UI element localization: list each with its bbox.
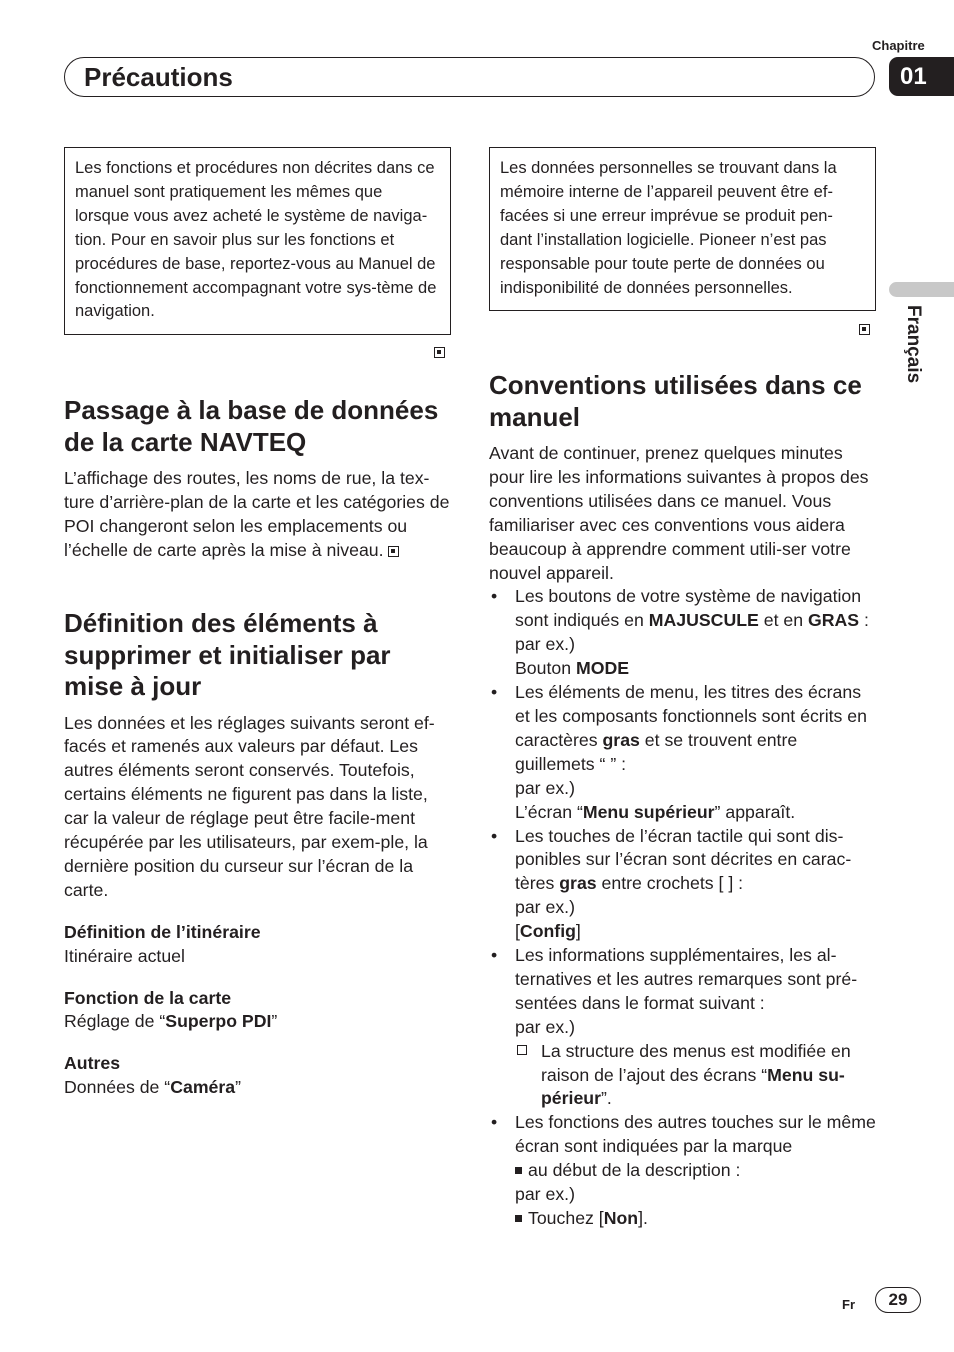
section-body: L’affichage des routes, les noms de rue, la tex-ture d’arrière-plan de la carte et les catégories de POI changeront selon les emplacements ou l’échelle de carte après la mise à niveau.	[64, 468, 450, 560]
section-title: Passage à la base de données de la carte NAVTEQ	[64, 395, 439, 457]
section-title: Définition des éléments à supprimer et initialiser par mise à jour	[64, 608, 391, 701]
item-value: Itinéraire actuel	[64, 945, 185, 966]
item-heading: Autres	[64, 1053, 121, 1074]
chapter-label: Chapitre	[872, 38, 925, 53]
item-heading: Définition de l’itinéraire	[64, 921, 261, 942]
note-box-left	[64, 147, 451, 335]
page-title: Précautions	[84, 62, 233, 92]
end-mark-icon	[859, 321, 870, 339]
section-navteq	[64, 395, 451, 563]
item-value: Données de “Caméra”	[64, 1077, 241, 1098]
list-item: • Les fonctions des autres touches sur le même écran sont indiquées par la marque au début de la description : par ex.) Touchez [Non].	[489, 1111, 879, 1231]
section-reset	[64, 608, 451, 1100]
list-item: • Les informations supplémentaires, les al-ternatives et les autres remarques sont pré-sentées dans le format suivant : par ex.) La structure des menus est modifiée en raison de l’ajout des écrans “Menu su-périeur”.	[489, 944, 879, 1111]
item-heading: Fonction de la carte	[64, 987, 232, 1008]
list-item: • Les touches de l’écran tactile qui sont dis-ponibles sur l’écran sont décrites en carac-tères gras entre crochets [ ] : par ex.) [Config]	[489, 825, 879, 945]
section-body: Avant de continuer, prenez quelques minutes pour lire les informations suivantes à propos des conventions utilisées dans ce manuel. Vous familiariser avec ces conventions vous aidera beaucoup à apprendre comment utili-ser votre nouvel appareil.	[489, 443, 869, 583]
language-tab	[889, 282, 954, 297]
section-conventions	[489, 370, 879, 1231]
note-text: Les fonctions et procédures non décrites dans ce manuel sont pratiquement les mêmes que lorsque vous avez acheté le système de naviga-tion. Pour en savoir plus sur les fonctions et procédures de base, reportez-vous au Manuel de fonctionnement accompagnant votre sys-tème de navigation.	[75, 159, 437, 321]
note-text: Les données personnelles se trouvant dans la mémoire interne de l’appareil peuvent être ef-facées si une erreur imprévue se produit pen-dant l’installation logicielle. Pioneer n’est pas responsable pour toute perte de données ou indisponibilité de données personnelles.	[500, 159, 837, 297]
language-label: Français	[903, 305, 924, 384]
square-mark-icon	[515, 1215, 522, 1222]
language-code: Fr	[842, 1297, 855, 1312]
list-item: • Les boutons de votre système de navigation sont indiqués en MAJUSCULE et en GRAS : par ex.) Bouton MODE	[489, 585, 879, 681]
note-box-right	[489, 147, 876, 311]
list-item: • Les éléments de menu, les titres des écrans et les composants fonctionnels sont écrits en caractères gras et se trouvent entre guillemets “ ” : par ex.) L’écran “Menu supérieur” apparaît.	[489, 681, 879, 824]
section-body: Les données et les réglages suivants seront ef-facés et ramenés aux valeurs par défaut. Les autres éléments seront conservés. Toutefois, certains éléments ne figurent pas dans la liste, car la valeur de réglage peut être facile-ment récupérée par les utilisateurs, par exem-ple, la dernière position du curseur sur l’écran de la carte.	[64, 712, 435, 900]
item-value: Réglage de “Superpo PDI”	[64, 1011, 278, 1032]
checkbox-icon	[517, 1045, 527, 1055]
square-mark-icon	[515, 1167, 522, 1174]
end-mark-icon	[434, 344, 445, 362]
section-title: Conventions utilisées dans ce manuel	[489, 370, 862, 432]
end-mark-icon	[388, 546, 399, 557]
note-example: La structure des menus est modifiée en raison de l’ajout des écrans “Menu su-périeur”.	[515, 1040, 879, 1112]
chapter-number: 01	[889, 57, 954, 96]
page-number: 29	[875, 1287, 921, 1313]
